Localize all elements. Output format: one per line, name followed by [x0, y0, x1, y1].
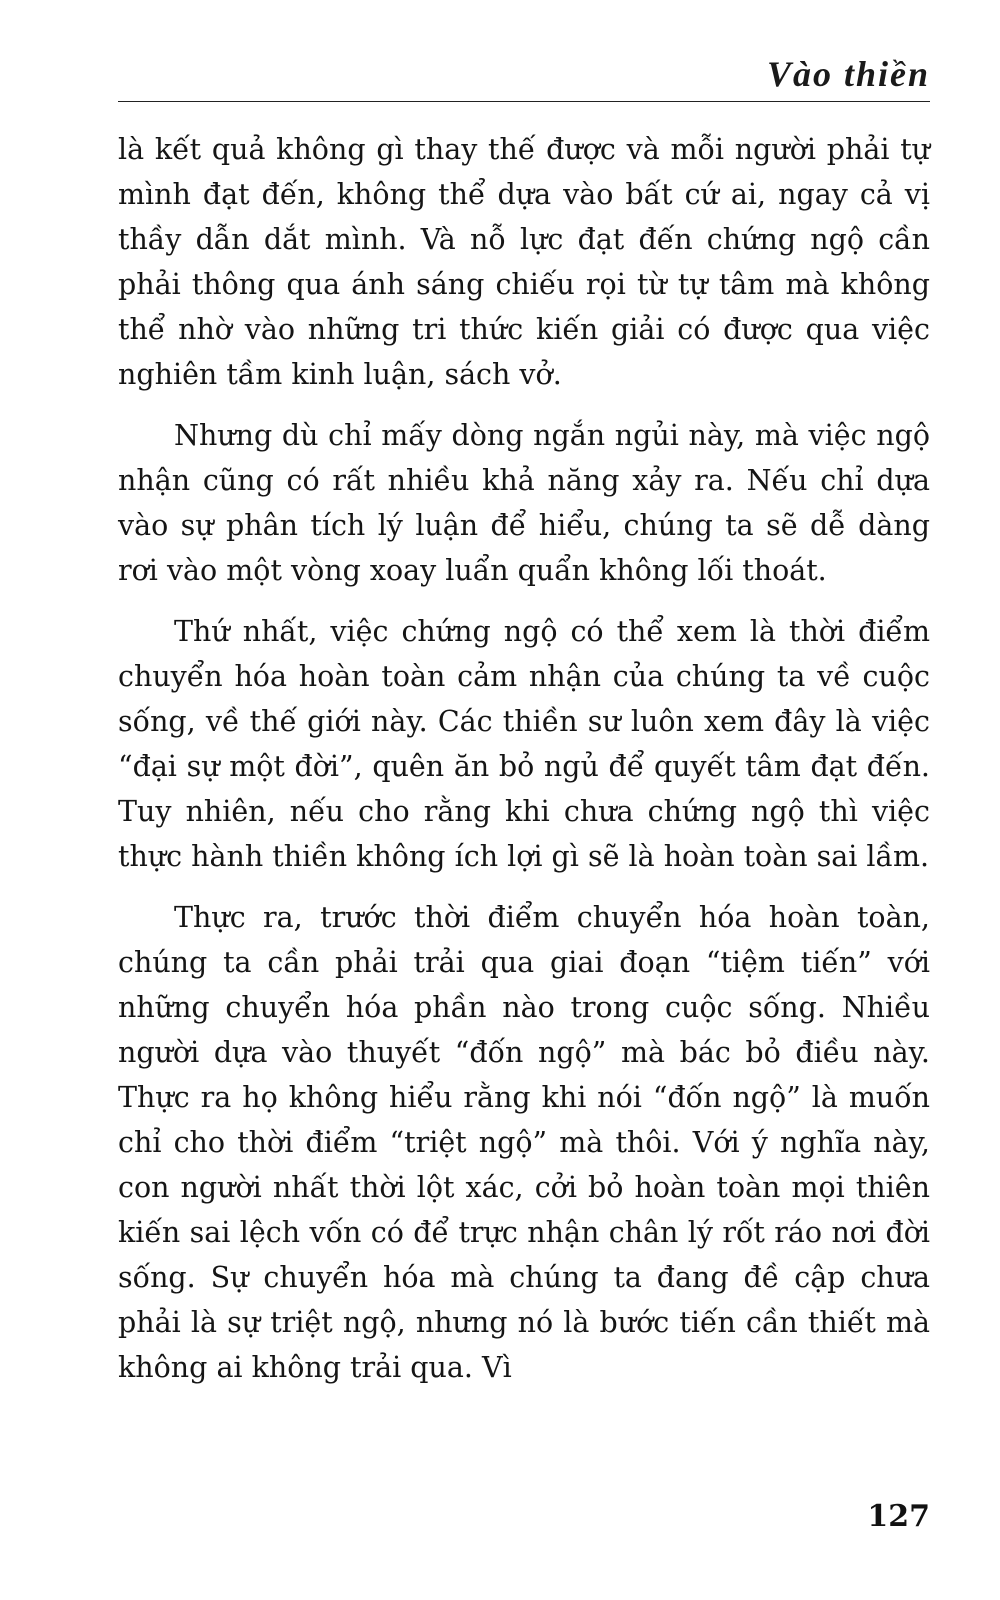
page-number: 127 — [867, 1499, 930, 1534]
running-header — [118, 52, 930, 102]
body-text — [118, 127, 930, 1406]
paragraph-3: Thứ nhất, việc chứng ngộ có thể xem là thời điểm chuyển hóa hoàn toàn cảm nhận của chúng ta về cuộc sống, về thế giới này. Các thiền sư luôn xem đây là việc “đại sự một đời”, quên ăn bỏ ngủ để quyết tâm đạt đến. Tuy nhiên, nếu cho rằng khi chưa chứng ngộ thì việc thực hành thiền không ích lợi gì sẽ là hoàn toàn sai lầm. — [118, 615, 930, 873]
paragraph-4: Thực ra, trước thời điểm chuyển hóa hoàn toàn, chúng ta cần phải trải qua giai đoạn “tiệm tiến” với những chuyển hóa phần nào trong cuộc sống. Nhiều người dựa vào thuyết “đốn ngộ” mà bác bỏ điều này. Thực ra họ không hiểu rằng khi nói “đốn ngộ” là muốn chỉ cho thời điểm “triệt ngộ” mà thôi. Với ý nghĩa này, con người nhất thời lột xác, cởi bỏ hoàn toàn mọi thiên kiến sai lệch vốn có để trực nhận chân lý rốt ráo nơi đời sống. Sự chuyển hóa mà chúng ta đang đề cập chưa phải là sự triệt ngộ, nhưng nó là bước tiến cần thiết mà không ai không trải qua. Vì — [118, 901, 930, 1384]
running-header-title: Vào thiền — [766, 54, 930, 94]
paragraph-2: Nhưng dù chỉ mấy dòng ngắn ngủi này, mà việc ngộ nhận cũng có rất nhiều khả năng xảy ra. Nếu chỉ dựa vào sự phân tích lý luận để hiểu, chúng ta sẽ dễ dàng rơi vào một vòng xoay luẩn quẩn không lối thoát. — [118, 419, 930, 587]
paragraph-1: là kết quả không gì thay thế được và mỗi người phải tự mình đạt đến, không thể dựa vào bất cứ ai, ngay cả vị thầy dẫn dắt mình. Và nỗ lực đạt đến chứng ngộ cần phải thông qua ánh sáng chiếu rọi từ tự tâm mà không thể nhờ vào những tri thức kiến giải có được qua việc nghiên tầm kinh luận, sách vở. — [118, 133, 930, 391]
